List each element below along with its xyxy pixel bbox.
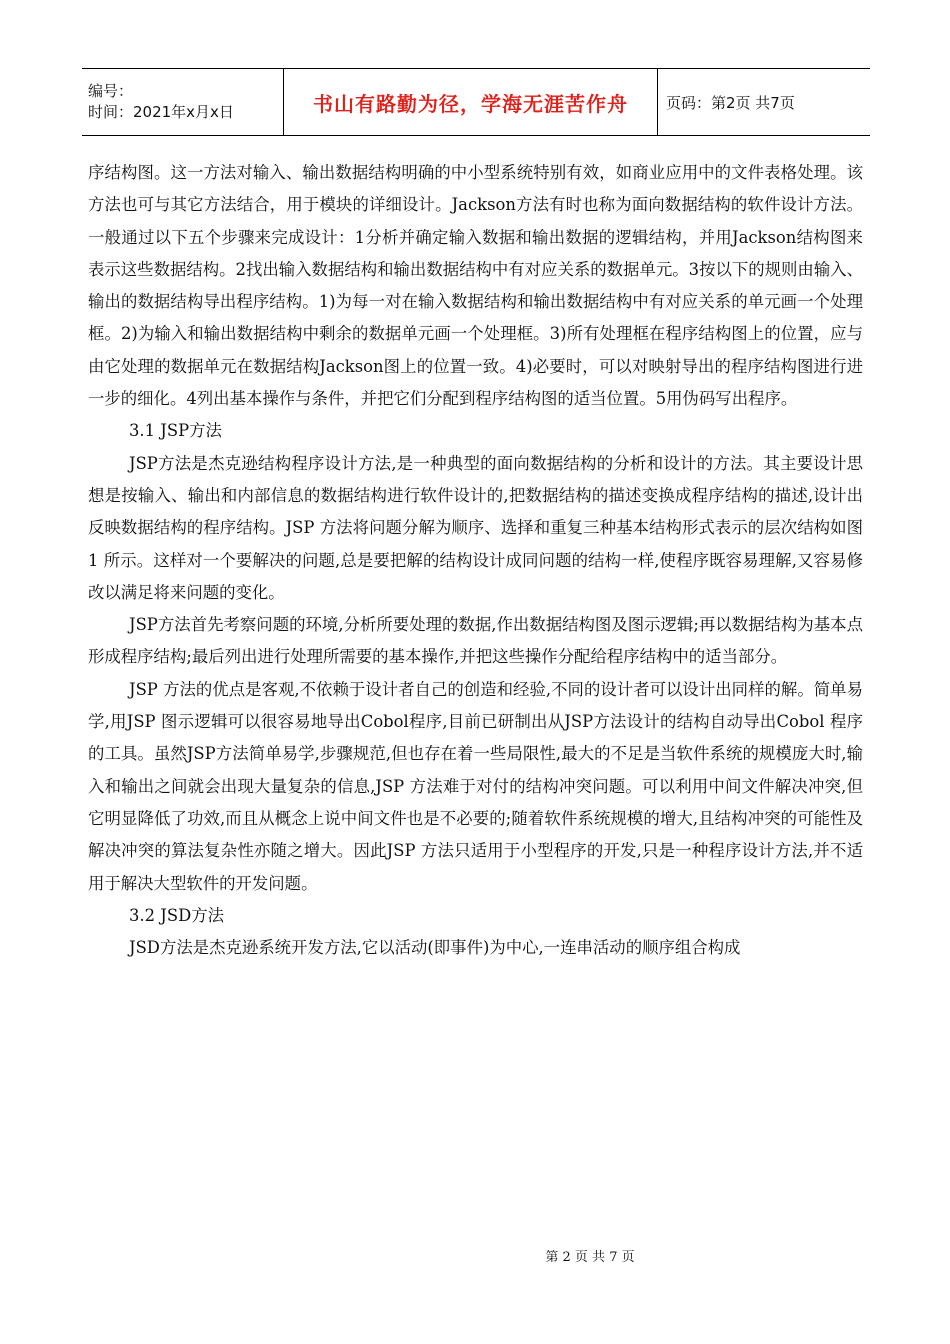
section-heading-3-1: 3.1 JSP方法 bbox=[129, 421, 222, 441]
body-paragraph: 序结构图。这一方法对输入、输出数据结构明确的中小型系统特别有效，如商业应用中的文件表格处理。该方法也可与其它方法结合，用于模块的详细设计。Jackson方法有时也称为面向数据结构的软件设计方法。一般通过以下五个步骤来完成设计：1分析并确定输入数据和输出数据的逻辑结构，并用Jackson结构图来表示这些数据结构。2找出输入数据结构和输出数据结构中有对应关系的数据单元。3按以下的规则由输入、输出的数据结构导出程序结构。1)为每一对在输入数据结构和输出数据结构中有对应关系的单元画一个处理框。2)为输入和输出数据结构中剩余的数据单元画一个处理框。3)所有处理框在程序结构图上的位置，应与由它处理的数据单元在数据结构Jackson图上的位置一致。4)必要时，可以对映射导出的程序结构图进行进一步的细化。4列出基本操作与条件，并把它们分配到程序结构图的适当位置。5用伪码写出程序。 bbox=[88, 163, 863, 409]
header-page-number: 页码：第2页 共7页 bbox=[666, 93, 795, 112]
section-heading-3-2: 3.2 JSD方法 bbox=[129, 905, 224, 925]
body-paragraph: JSD方法是杰克逊系统开发方法,它以活动(即事件)为中心,一连串活动的顺序组合构成 bbox=[129, 938, 741, 958]
document-number-label: 编号： bbox=[88, 82, 134, 100]
page-footer: 第 2 页 共 7 页 bbox=[545, 1250, 635, 1265]
header-page-cell bbox=[658, 69, 870, 135]
header-motto: 书山有路勤为径，学海无涯苦作舟 bbox=[313, 91, 628, 116]
header-motto-cell bbox=[284, 69, 658, 135]
header-meta bbox=[82, 69, 284, 135]
document-time-label: 时间：2021年x月x日 bbox=[88, 103, 234, 121]
page-header bbox=[82, 68, 870, 136]
body-paragraph: JSP方法是杰克逊结构程序设计方法,是一种典型的面向数据结构的分析和设计的方法。其主要设计思想是按输入、输出和内部信息的数据结构进行软件设计的,把数据结构的描述变换成程序结构的描述,设计出反映数据结构的程序结构。JSP 方法将问题分解为顺序、选择和重复三种基本结构形式表示的层次结构如图1 所示。这样对一个要解决的问题,总是要把解的结构设计成同问题的结构一样,使程序既容易理解,又容易修改以满足将来问题的变化。 bbox=[88, 453, 863, 602]
body-paragraph: JSP 方法的优点是客观,不依赖于设计者自己的创造和经验,不同的设计者可以设计出同样的解。简单易学,用JSP 图示逻辑可以很容易地导出Cobol程序,目前已研制出从JSP方法设计的结构自动导出Cobol 程序的工具。虽然JSP方法简单易学,步骤规范,但也存在着一些局限性,最大的不足是当软件系统的规模庞大时,输入和输出之间就会出现大量复杂的信息,JSP 方法难于对付的结构冲突问题。可以利用中间文件解决冲突,但它明显降低了功效,而且从概念上说中间文件也是不必要的;随着软件系统规模的增大,且结构冲突的可能性及解决冲突的算法复杂性亦随之增大。因此JSP 方法只适用于小型程序的开发,只是一种程序设计方法,并不适用于解决大型软件的开发问题。 bbox=[88, 679, 863, 893]
body-paragraph: JSP方法首先考察问题的环境,分析所要处理的数据,作出数据结构图及图示逻辑;再以数据结构为基本点形成程序结构;最后列出进行处理所需要的基本操作,并把这些操作分配给程序结构中的适当部分。 bbox=[88, 615, 863, 667]
document-body bbox=[88, 157, 863, 964]
